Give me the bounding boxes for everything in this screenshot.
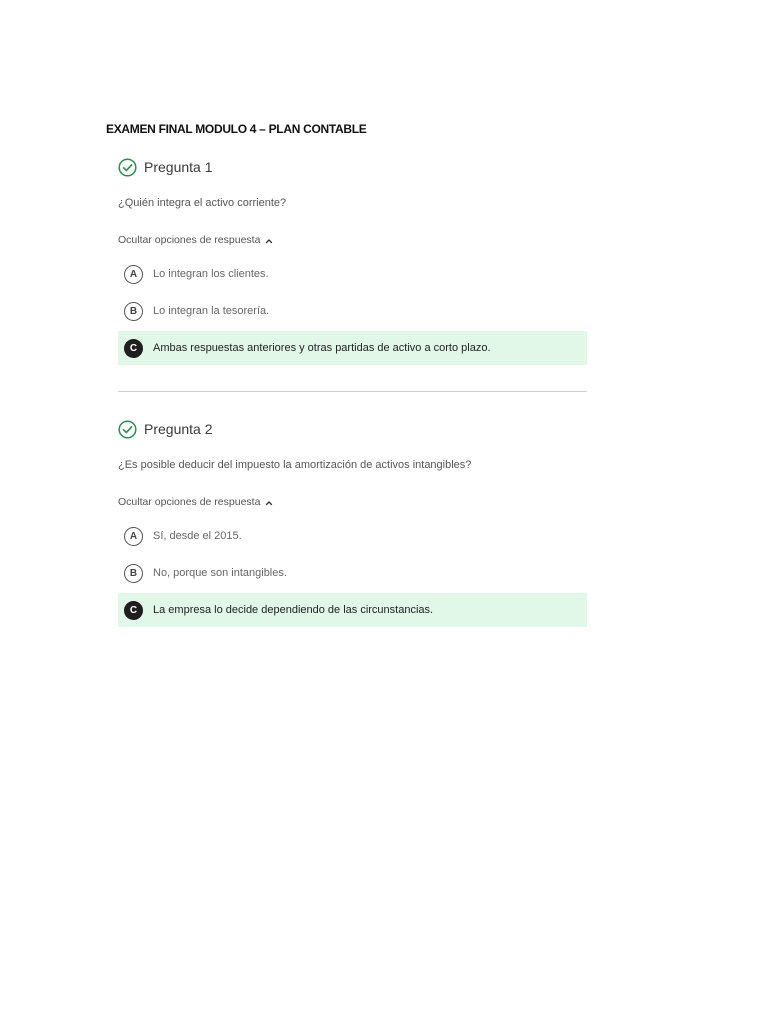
- answer-options: [118, 519, 587, 627]
- option-letter-badge: B: [124, 564, 143, 583]
- option-text: Lo integran la tesorería.: [153, 305, 270, 317]
- answer-option-c[interactable]: [118, 331, 587, 365]
- answer-options: [118, 257, 587, 365]
- chevron-up-icon: [265, 236, 273, 244]
- answer-option-a[interactable]: [118, 519, 587, 553]
- question-1: [118, 155, 587, 368]
- question-title: Pregunta 1: [144, 159, 213, 175]
- hide-options-toggle[interactable]: [118, 233, 587, 247]
- answer-option-c[interactable]: [118, 593, 587, 627]
- option-letter-badge: C: [124, 339, 143, 358]
- option-text: La empresa lo decide dependiendo de las circunstancias.: [153, 604, 434, 616]
- check-circle-icon: [118, 420, 137, 439]
- question-text: ¿Quién integra el activo corriente?: [118, 197, 287, 209]
- answer-option-a[interactable]: [118, 257, 587, 291]
- option-letter-badge: A: [124, 527, 143, 546]
- question-title: Pregunta 2: [144, 421, 213, 437]
- option-text: Sí, desde el 2015.: [153, 530, 242, 542]
- option-letter-badge: C: [124, 601, 143, 620]
- question-text: ¿Es posible deducir del impuesto la amortización de activos intangibles?: [118, 459, 472, 471]
- question-header: [118, 155, 587, 179]
- question-2: [118, 417, 587, 630]
- option-letter-badge: B: [124, 302, 143, 321]
- document-title: EXAMEN FINAL MODULO 4 – PLAN CONTABLE: [106, 122, 367, 136]
- answer-option-b[interactable]: [118, 556, 587, 590]
- option-text: Ambas respuestas anteriores y otras partidas de activo a corto plazo.: [153, 342, 491, 354]
- question-divider: [118, 391, 587, 392]
- question-header: [118, 417, 587, 441]
- option-text: No, porque son intangibles.: [153, 567, 287, 579]
- check-circle-icon: [118, 158, 137, 177]
- option-text: Lo integran los clientes.: [153, 268, 269, 280]
- toggle-label: Ocultar opciones de respuesta: [118, 496, 261, 508]
- toggle-label: Ocultar opciones de respuesta: [118, 234, 261, 246]
- chevron-up-icon: [265, 498, 273, 506]
- hide-options-toggle[interactable]: [118, 495, 587, 509]
- answer-option-b[interactable]: [118, 294, 587, 328]
- option-letter-badge: A: [124, 265, 143, 284]
